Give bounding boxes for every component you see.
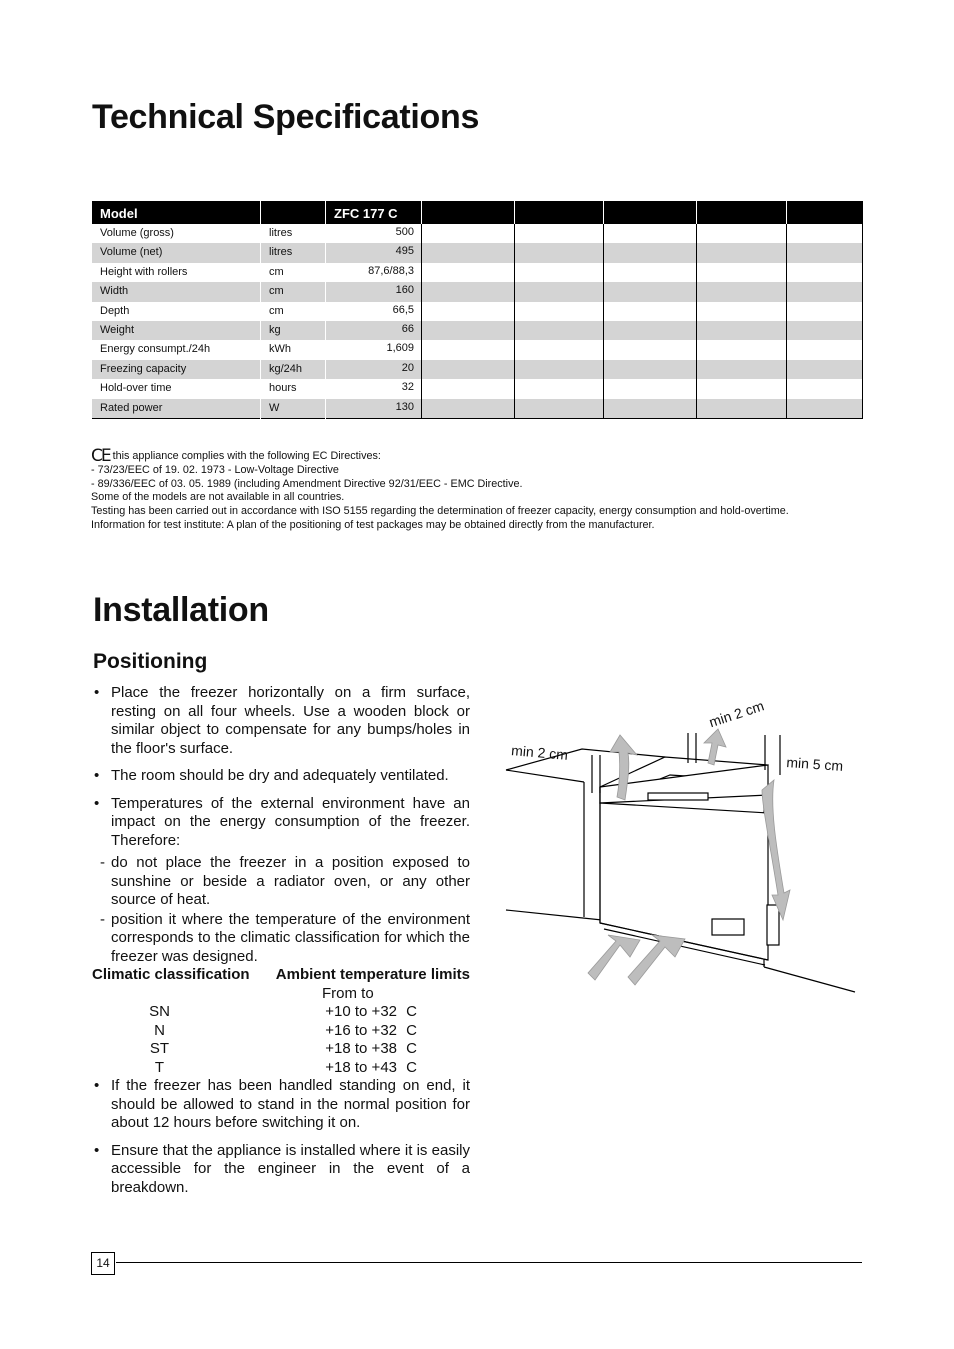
climate-class: T (154, 1058, 165, 1076)
table-row (92, 360, 863, 379)
dash-item (92, 911, 470, 967)
empty-cell (422, 360, 515, 379)
wall-front-edge (506, 770, 584, 782)
row-value: 20 (326, 360, 422, 379)
notes-line-5: Testing has been carried out in accordance with ISO 5155 regarding the determination of freezer capacity, energy consumption and hold-overtime. (91, 505, 789, 518)
climate-unit: C (406, 1003, 417, 1020)
empty-cell (604, 360, 697, 379)
notes-line-4: Some of the models are not available in all countries. (91, 491, 345, 504)
header-model-name: ZFC 177 C (326, 202, 422, 225)
climate-head-left: Climatic classification (92, 966, 250, 983)
header-unit (261, 202, 326, 225)
row-unit: litres (261, 224, 326, 243)
empty-cell (787, 243, 863, 262)
empty-cell (422, 379, 515, 398)
climate-row (92, 1003, 470, 1022)
header-model: Model (92, 202, 261, 225)
footer-rule (116, 1262, 862, 1263)
table-row (92, 321, 863, 340)
empty-cell (422, 243, 515, 262)
empty-cell (787, 360, 863, 379)
climate-range: +18 to +38 (325, 1040, 397, 1057)
row-value: 32 (326, 379, 422, 398)
row-label: Height with rollers (92, 263, 261, 282)
row-label: Width (92, 282, 261, 301)
empty-cell (697, 399, 787, 419)
empty-cell (515, 243, 604, 262)
row-value: 495 (326, 243, 422, 262)
row-label: Energy consumpt./24h (92, 340, 261, 359)
dash-text: position it where the temperature of the environment corresponds to the climatic classification for which the freezer was designed. (111, 910, 470, 965)
empty-cell (515, 224, 604, 243)
row-value: 66 (326, 321, 422, 340)
positioning-list-2 (92, 1077, 470, 1197)
row-label: Volume (gross) (92, 224, 261, 243)
ec-directives-notes (91, 446, 871, 533)
freezer-front (600, 803, 768, 960)
climate-range: +10 to +32 (325, 1003, 397, 1020)
empty-cell (604, 321, 697, 340)
installation-title: Installation (93, 591, 269, 629)
climate-range: +18 to +43 (325, 1058, 397, 1076)
page-number: 14 (91, 1252, 115, 1275)
empty-cell (422, 321, 515, 340)
empty-cell (697, 243, 787, 262)
empty-cell (697, 224, 787, 243)
empty-cell (422, 399, 515, 419)
empty-cell (697, 321, 787, 340)
positioning-content (92, 684, 470, 1197)
climate-row (92, 1040, 470, 1059)
control-panel (712, 919, 744, 935)
empty-cell (787, 224, 863, 243)
empty-cell (787, 321, 863, 340)
row-unit: kWh (261, 340, 326, 359)
header-empty (697, 202, 787, 225)
row-value: 160 (326, 282, 422, 301)
positioning-subtitle: Positioning (93, 650, 208, 673)
list-item: • Place the freezer horizontally on a firm surface, resting on all four wheels. Use a wooden block or similar object to compensate for any bumps/holes in the floor's surface. (92, 684, 470, 758)
empty-cell (422, 302, 515, 321)
floor-line (506, 910, 602, 920)
dash-mark: - (100, 910, 105, 928)
row-unit: cm (261, 263, 326, 282)
empty-cell (787, 379, 863, 398)
empty-cell (515, 379, 604, 398)
row-label: Weight (92, 321, 261, 340)
row-value: 1,609 (326, 340, 422, 359)
table-row (92, 243, 863, 262)
row-label: Freezing capacity (92, 360, 261, 379)
header-empty (604, 202, 697, 225)
empty-cell (697, 282, 787, 301)
empty-cell (787, 263, 863, 282)
climate-head-right: Ambient temperature limits (275, 966, 470, 983)
climate-range: +16 to +32 (325, 1021, 397, 1039)
row-value: 66,5 (326, 302, 422, 321)
list-item: • If the freezer has been handled standing on end, it should be allowed to stand in the normal position for about 12 hours before switching it on. (92, 1077, 470, 1133)
row-value: 130 (326, 399, 422, 419)
notes-line-1 (91, 446, 871, 466)
notes-line-3: - 89/336/EEC of 03. 05. 1989 (including Amendment Directive 92/31/EEC - EMC Directive. (91, 477, 523, 490)
right-floor-line (764, 967, 855, 992)
header-empty (515, 202, 604, 225)
empty-cell (604, 263, 697, 282)
empty-cell (515, 399, 604, 419)
empty-cell (604, 224, 697, 243)
empty-cell (422, 263, 515, 282)
climate-class: SN (149, 1003, 170, 1020)
empty-cell (604, 302, 697, 321)
climate-unit: C (406, 1040, 417, 1057)
table-row (92, 302, 863, 321)
empty-cell (422, 224, 515, 243)
empty-cell (697, 302, 787, 321)
label-min-right: min 5 cm (785, 754, 844, 774)
empty-cell (697, 340, 787, 359)
header-empty (787, 202, 863, 225)
empty-cell (515, 340, 604, 359)
empty-cell (787, 340, 863, 359)
row-unit: cm (261, 302, 326, 321)
table-row (92, 224, 863, 243)
row-label: Hold-over time (92, 379, 261, 398)
label-min-top: min 2 cm (707, 697, 766, 731)
spec-table-header (92, 202, 863, 225)
row-value: 87,6/88,3 (326, 263, 422, 282)
empty-cell (515, 321, 604, 340)
notes-line-2: - 73/23/EEC of 19. 02. 1973 - Low-Voltage Directive (91, 463, 339, 476)
notes-text: this appliance complies with the following EC Directives: (112, 450, 381, 462)
positioning-list (92, 684, 470, 850)
empty-cell (604, 340, 697, 359)
empty-cell (604, 282, 697, 301)
row-unit: litres (261, 243, 326, 262)
empty-cell (787, 282, 863, 301)
climate-row (92, 1059, 470, 1078)
row-unit: hours (261, 379, 326, 398)
climate-subhead: From to (322, 984, 374, 1002)
dash-text: do not place the freezer in a position exposed to sunshine or beside a radiator oven, or any other source of heat. (111, 854, 470, 908)
tech-specs-title: Technical Specifications (92, 98, 480, 136)
empty-cell (697, 379, 787, 398)
climate-unit: C (406, 1058, 417, 1076)
empty-cell (787, 399, 863, 419)
ce-mark: CE (91, 446, 110, 466)
dash-item (92, 854, 470, 910)
climate-header (92, 966, 470, 985)
list-item: • Temperatures of the external environment have an impact on the energy consumption of the freezer. Therefore: (92, 795, 470, 851)
table-row (92, 340, 863, 359)
empty-cell (604, 399, 697, 419)
table-row (92, 263, 863, 282)
spec-table (91, 201, 863, 419)
row-label: Rated power (92, 399, 261, 419)
empty-cell (697, 360, 787, 379)
header-empty (422, 202, 515, 225)
empty-cell (604, 379, 697, 398)
climate-unit: C (406, 1021, 417, 1039)
freezer-clearance-diagram (500, 695, 870, 1000)
climate-class: ST (149, 1040, 170, 1057)
table-row (92, 282, 863, 301)
table-row (92, 399, 863, 419)
notes-line-6: Information for test institute: A plan of the positioning of test packages may be obtained directly from the manufacturer. (91, 518, 655, 531)
empty-cell (515, 302, 604, 321)
climate-row (92, 1022, 470, 1041)
table-row (92, 379, 863, 398)
empty-cell (515, 282, 604, 301)
list-item: • Ensure that the appliance is installed where it is easily accessible for the engineer in the event of a breakdown. (92, 1142, 470, 1198)
empty-cell (515, 360, 604, 379)
row-unit: kg (261, 321, 326, 340)
empty-cell (515, 263, 604, 282)
row-label: Depth (92, 302, 261, 321)
row-unit: kg/24h (261, 360, 326, 379)
empty-cell (787, 302, 863, 321)
freezer-handle (648, 793, 708, 800)
empty-cell (422, 282, 515, 301)
row-unit: cm (261, 282, 326, 301)
dash-mark: - (100, 854, 105, 871)
list-item: • The room should be dry and adequately ventilated. (92, 767, 470, 786)
label-min-left: min 2 cm (510, 742, 569, 763)
empty-cell (604, 243, 697, 262)
row-value: 500 (326, 224, 422, 243)
empty-cell (422, 340, 515, 359)
row-label: Volume (net) (92, 243, 261, 262)
climate-class: N (154, 1021, 165, 1039)
row-unit: W (261, 399, 326, 419)
empty-cell (697, 263, 787, 282)
